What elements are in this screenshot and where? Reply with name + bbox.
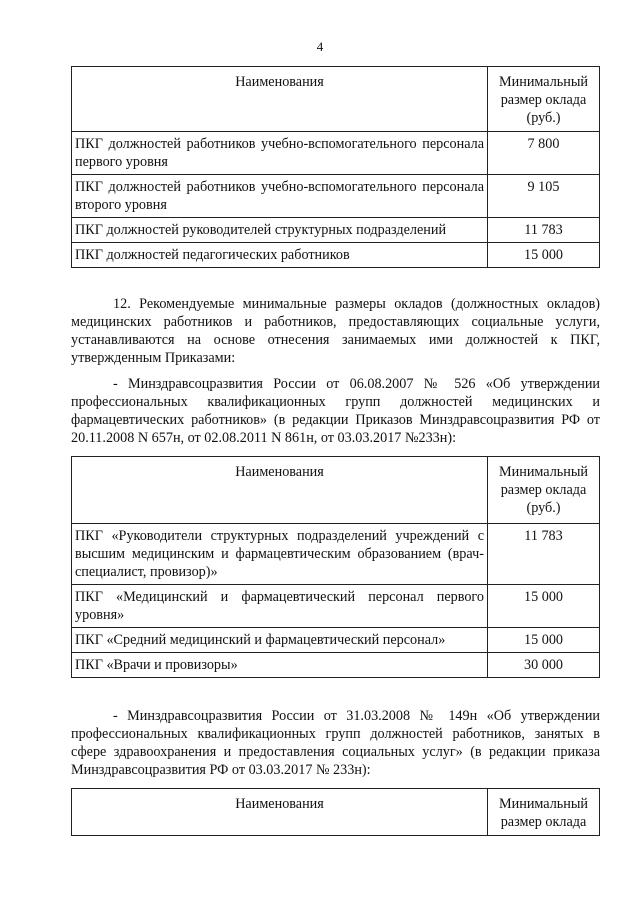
row-value: 15 000 bbox=[488, 585, 600, 628]
row-value: 9 105 bbox=[488, 175, 600, 218]
header-value-cell: Минимальный размер оклада (руб.) bbox=[488, 457, 600, 524]
row-name: ПКГ должностей руководителей структурных подразделений bbox=[72, 218, 488, 243]
row-name: ПКГ должностей работников учебно-вспомогательного персонала второго уровня bbox=[72, 175, 488, 218]
header-name-cell: Наименования bbox=[72, 457, 488, 524]
header-value-cell: Минимальный размер оклада bbox=[488, 789, 600, 836]
table-row bbox=[72, 175, 600, 218]
page-number: 4 bbox=[316, 39, 324, 54]
table-row bbox=[72, 653, 600, 678]
row-value: 11 783 bbox=[488, 218, 600, 243]
row-value: 15 000 bbox=[488, 628, 600, 653]
header-name-cell: Наименования bbox=[72, 67, 488, 132]
row-name: ПКГ «Средний медицинский и фармацевтический персонал» bbox=[72, 628, 488, 653]
table-header-row bbox=[72, 67, 600, 132]
row-value: 11 783 bbox=[488, 524, 600, 585]
table-row bbox=[72, 524, 600, 585]
row-value: 7 800 bbox=[488, 132, 600, 175]
row-name: ПКГ «Медицинский и фармацевтический персонал первого уровня» bbox=[72, 585, 488, 628]
header-value-cell: Минимальный размер оклада (руб.) bbox=[488, 67, 600, 132]
row-name: ПКГ «Руководители структурных подразделений учреждений с высшим медицинским и фармацевтическим образованием (врач-специалист, провизор)» bbox=[72, 524, 488, 585]
table-row bbox=[72, 243, 600, 268]
header-name-cell: Наименования bbox=[72, 789, 488, 836]
table-row bbox=[72, 218, 600, 243]
table-header-row bbox=[72, 457, 600, 524]
table-row bbox=[72, 132, 600, 175]
paragraph-12: 12. Рекомендуемые минимальные размеры окладов (должностных окладов) медицинских работников и работников, предоставляющих социальные услуги, устанавливаются на основе отнесения занимаемых ими должностей к ПКГ, утвержденным Приказами: bbox=[71, 296, 600, 366]
paragraph-order-526: - Минздравсоцразвития России от 06.08.2007 № 526 «Об утверждении профессиональных квалификационных групп должностей медицинских и фармацевтических работников» (в редакции Приказов Минздравсоцразвития РФ от 20.11.2008 N 657н, от 02.08.2011 N 861н, от 03.03.2017 №233н): bbox=[71, 376, 600, 446]
salary-table-3 bbox=[71, 788, 600, 836]
row-value: 30 000 bbox=[488, 653, 600, 678]
table-row bbox=[72, 585, 600, 628]
row-value: 15 000 bbox=[488, 243, 600, 268]
row-name: ПКГ «Врачи и провизоры» bbox=[72, 653, 488, 678]
row-name: ПКГ должностей работников учебно-вспомогательного персонала первого уровня bbox=[72, 132, 488, 175]
row-name: ПКГ должностей педагогических работников bbox=[72, 243, 488, 268]
salary-table-1 bbox=[71, 66, 600, 268]
paragraph-order-149: - Минздравсоцразвития России от 31.03.2008 № 149н «Об утверждении профессиональных квалификационных групп должностей работников, занятых в сфере здравоохранения и предоставления социальных услуг» (в редакции приказа Минздравсоцразвития РФ от 03.03.2017 № 233н): bbox=[71, 708, 600, 778]
table-row bbox=[72, 628, 600, 653]
table-header-row bbox=[72, 789, 600, 836]
salary-table-2 bbox=[71, 456, 600, 678]
